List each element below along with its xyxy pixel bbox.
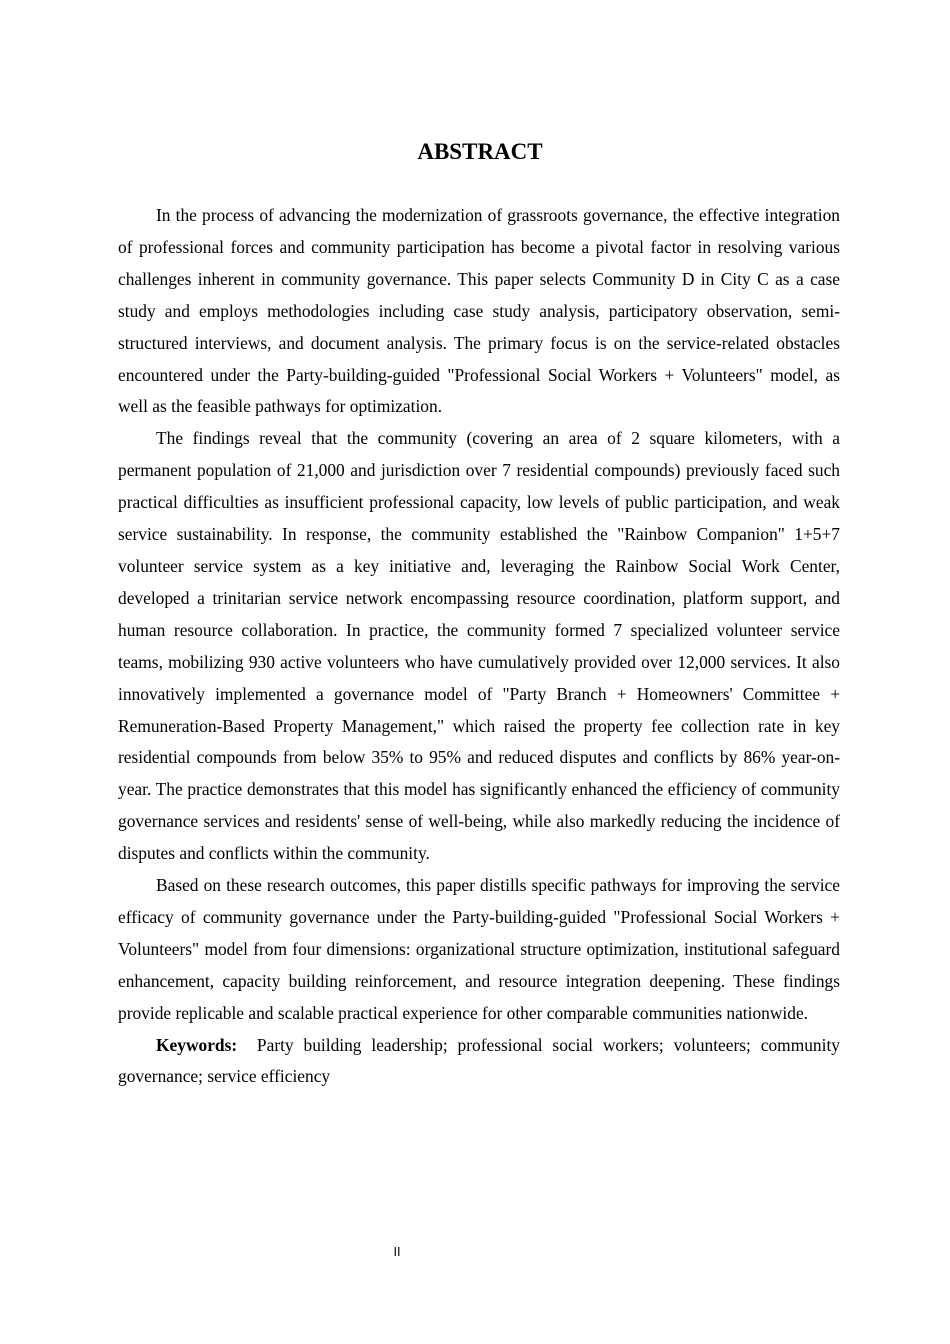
- abstract-title: ABSTRACT: [417, 139, 543, 164]
- keywords-text: Party building leadership; professional social workers; volunteers; community governance; service efficiency: [118, 1034, 840, 1087]
- abstract-paragraph-2: The findings reveal that the community (covering an area of 2 square kilometers, with a permanent population of 21,000 and jurisdiction over 7 residential compounds) previously faced such practical difficulties as insufficient professional capacity, low levels of public participation, and weak service sustainability. In response, the community established the "Rainbow Companion" 1+5+7 volunteer service system as a key initiative and, leveraging the Rainbow Social Work Center, developed a trinitarian service network encompassing resource coordination, platform support, and human resource collaboration. In practice, the community formed 7 specialized volunteer service teams, mobilizing 930 active volunteers who have cumulatively provided over 12,000 services. It also innovatively implemented a governance model of "Party Branch + Homeowners' Committee + Remuneration-Based Property Management," which raised the property fee collection rate in key residential compounds from below 35% to 95% and reduced disputes and conflicts by 86% year-on-year. The practice demonstrates that this model has significantly enhanced the efficiency of community governance services and residents' sense of well-being, while also markedly reducing the incidence of disputes and conflicts within the community.: [118, 428, 840, 864]
- abstract-paragraph-1: In the process of advancing the modernization of grassroots governance, the effective integration of professional forces and community participation has become a pivotal factor in resolving various challenges inherent in community governance. This paper selects Community D in City C as a case study and employs methodologies including case study analysis, participatory observation, semi-structured interviews, and document analysis. The primary focus is on the service-related obstacles encountered under the Party-building-guided "Professional Social Workers + Volunteers" model, as well as the feasible pathways for optimization.: [118, 205, 840, 417]
- keywords-paragraph: [118, 1030, 840, 1094]
- abstract-paragraph-3: Based on these research outcomes, this paper distills specific pathways for improving the service efficacy of community governance under the Party-building-guided "Professional Social Workers + Volunteers" model from four dimensions: organizational structure optimization, institutional safeguard enhancement, capacity building reinforcement, and resource integration deepening. These findings provide replicable and scalable practical experience for other comparable communities nationwide.: [118, 875, 840, 1023]
- page-number: II: [393, 1245, 401, 1259]
- keywords-label: Keywords:: [156, 1034, 238, 1055]
- abstract-body: [118, 200, 840, 1093]
